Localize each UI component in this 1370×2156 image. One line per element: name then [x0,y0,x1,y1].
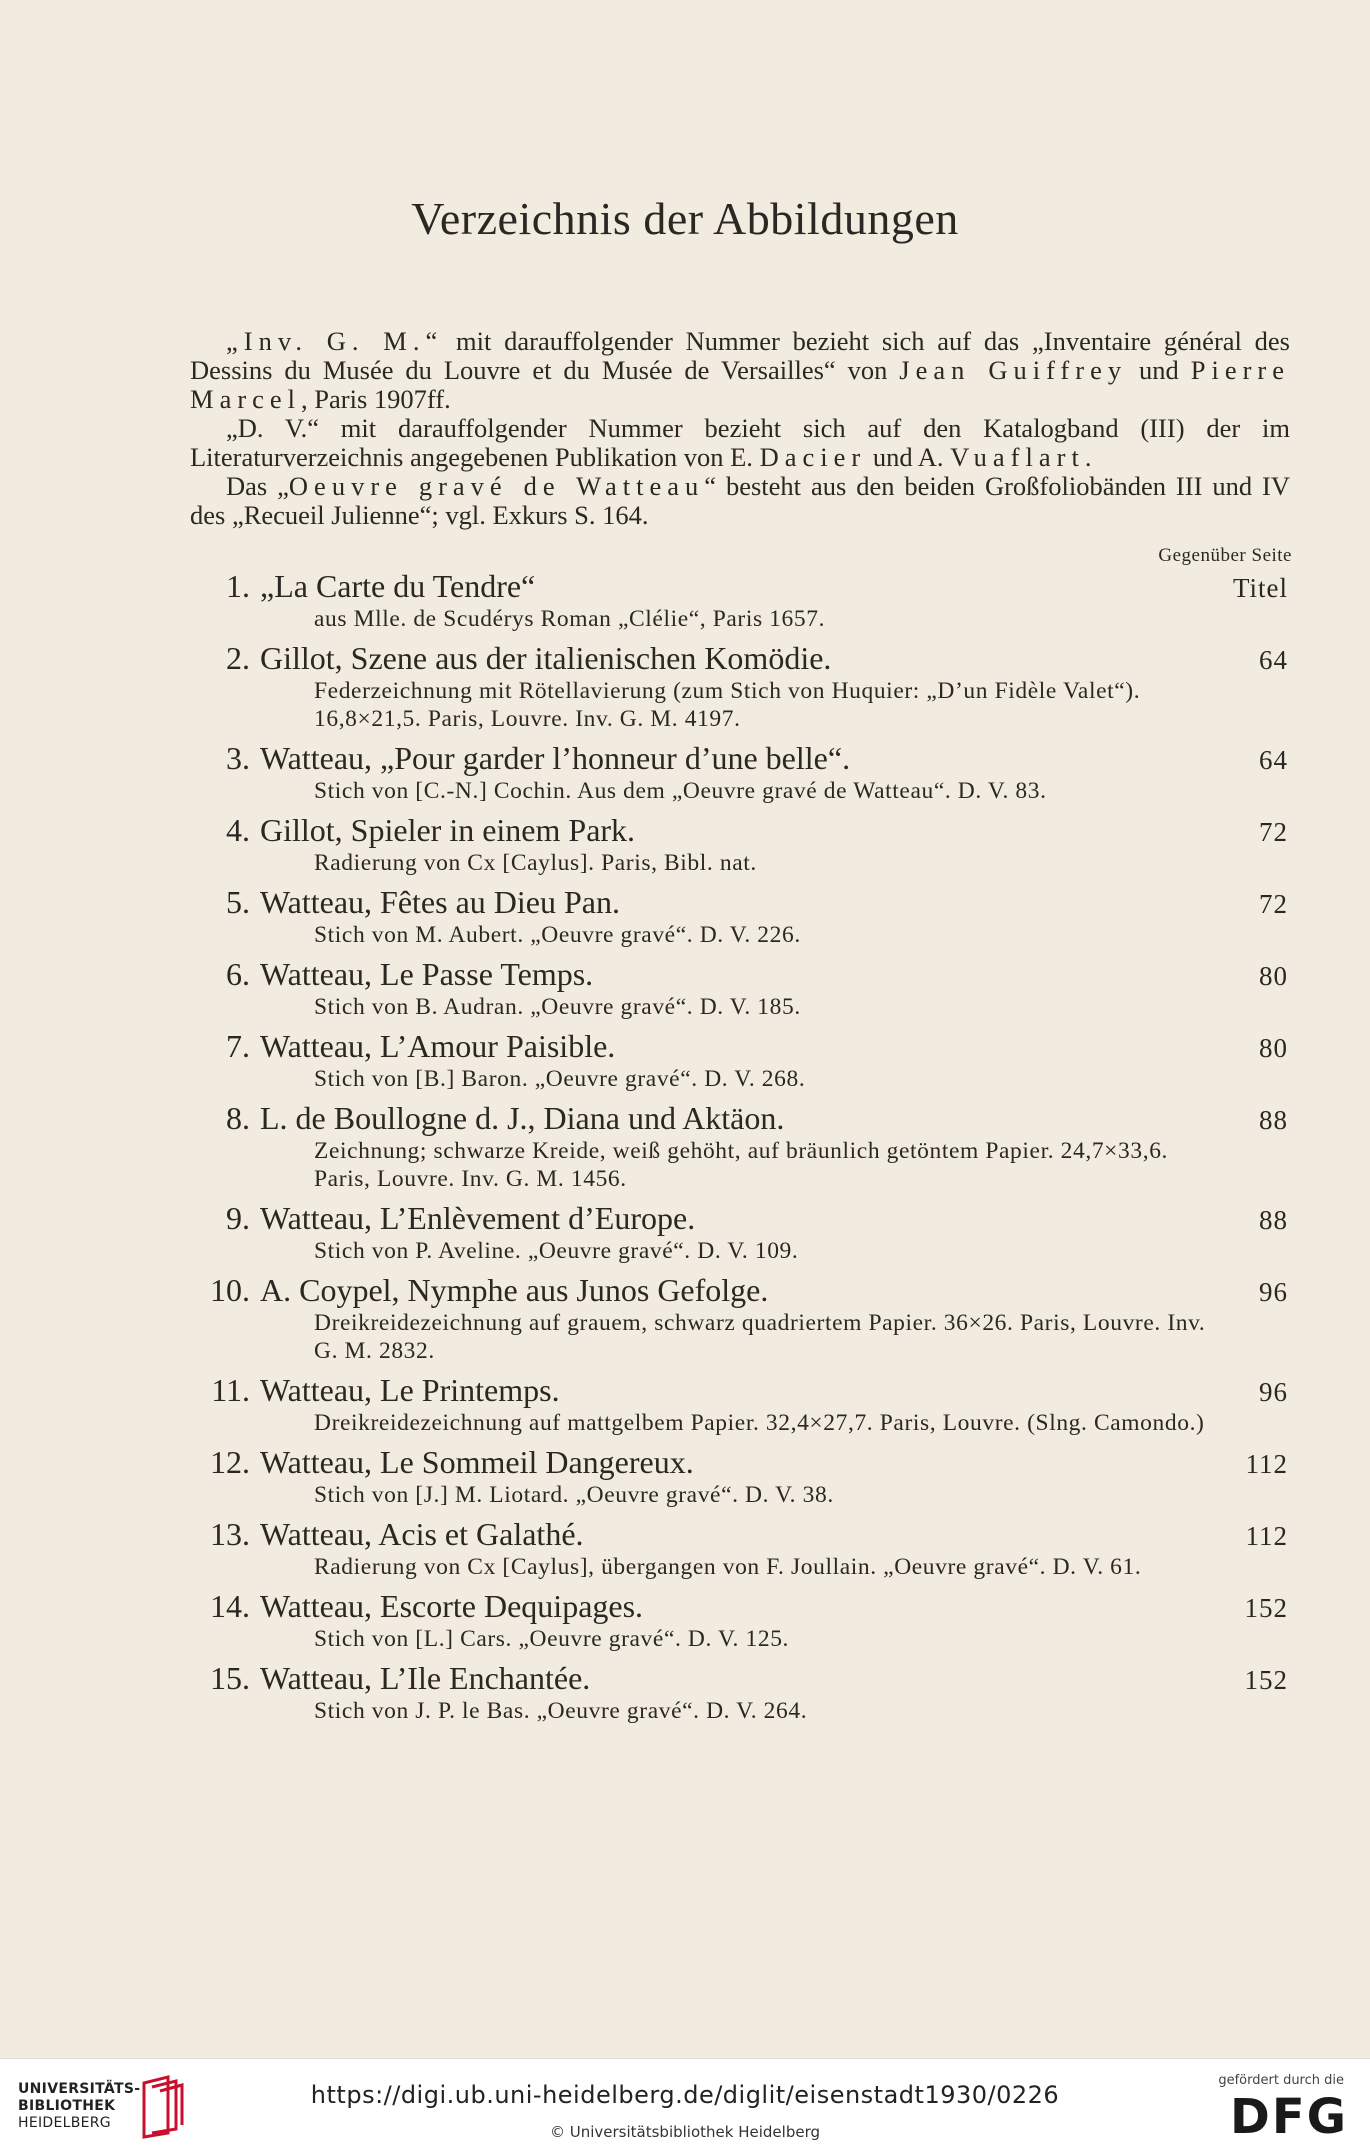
entry-title: Gillot, Szene aus der italienischen Komödie. [260,640,832,676]
entry-title: Watteau, „Pour garder l’honneur d’une belle“. [260,740,851,776]
list-item [190,1587,1290,1653]
entry-description: Stich von [C.-N.] Cochin. Aus dem „Oeuvre gravé de Watteau“. D. V. 83. [314,778,1047,804]
entry-number: 13. [210,1516,250,1552]
entry-page: 64 [1259,645,1288,675]
dfg-logo[interactable]: DFG [1229,2089,1348,2145]
entry-description: Radierung von Cx [Caylus], übergangen von F. Joullain. „Oeuvre gravé“. D. V. 61. [314,1554,1142,1580]
entry-title: Watteau, Le Printemps. [260,1372,560,1408]
entry-description: Radierung von Cx [Caylus]. Paris, Bibl. nat. [314,850,757,876]
entry-title: Watteau, Le Sommeil Dangereux. [260,1444,694,1480]
intro-text-span: „Inv. G. M.“ [226,326,444,356]
intro-text [190,327,1290,530]
author-name: Dacier [759,442,867,472]
list-item [190,567,1290,633]
column-header: Gegenüber Seite [1158,545,1292,566]
entry-page: 112 [1245,1521,1288,1551]
intro-text-span: „D. V.“ mit darauffolgender Nummer bezieht sich auf den Katalogband (III) der im Literaturverzeichnis angegebenen Publikation von E. [190,413,1290,472]
permalink-url[interactable]: https://digi.ub.uni-heidelberg.de/diglit/eisenstadt1930/0226 [310,2081,1060,2109]
intro-text-span: , Paris 1907ff. [301,384,451,414]
entry-page: 80 [1259,1033,1288,1063]
library-name-line: HEIDELBERG [18,2115,111,2131]
entry-number: 3. [226,740,250,776]
entry-number: 5. [226,884,250,920]
intro-text-span: und [1127,355,1191,385]
entry-page: 80 [1259,961,1288,991]
author-name: Pierre Marcel [190,355,1291,414]
entry-number: 1. [226,568,250,604]
entry-number: 14. [210,1588,250,1624]
illustration-list [190,567,1290,1731]
entry-title: Watteau, Fêtes au Dieu Pan. [260,884,620,920]
list-item [190,1271,1290,1365]
entry-description: Dreikreidezeichnung auf mattgelbem Papier. 32,4×27,7. Paris, Louvre. (Slng. Camondo.) [314,1410,1205,1436]
entry-number: 2. [226,640,250,676]
entry-page: 152 [1244,1593,1288,1623]
entry-number: 7. [226,1028,250,1064]
list-item [190,811,1290,877]
entry-description: Stich von [B.] Baron. „Oeuvre gravé“. D. V. 268. [314,1066,806,1092]
entry-page: 112 [1245,1449,1288,1479]
entry-page: 88 [1259,1205,1288,1235]
entry-title: Watteau, Acis et Galathé. [260,1516,584,1552]
entry-description: Stich von B. Audran. „Oeuvre gravé“. D. V. 185. [314,994,801,1020]
entry-description: Dreikreidezeichnung auf grauem, schwarz quadriertem Papier. 36×26. Paris, Louvre. Inv. G. M. 2832. [314,1310,1206,1364]
library-name-line: BIBLIOTHEK [18,2098,116,2114]
list-item [190,1099,1290,1193]
entry-page: 152 [1244,1665,1288,1695]
entry-description: Stich von P. Aveline. „Oeuvre gravé“. D. V. 109. [314,1238,799,1264]
entry-number: 6. [226,956,250,992]
entry-description: Zeichnung; schwarze Kreide, weiß gehöht, auf bräunlich getöntem Papier. 24,7×33,6. Paris, Louvre. Inv. G. M. 1456. [314,1138,1169,1192]
entry-description: Stich von [J.] M. Liotard. „Oeuvre gravé“. D. V. 38. [314,1482,834,1508]
intro-paragraph-1 [190,327,1290,414]
intro-text-span: . [1084,442,1092,472]
page-title: Verzeichnis der Abbildungen [411,193,959,244]
intro-paragraph-2 [190,414,1290,472]
work-title: Oeuvre gravé de Watteau [288,471,705,501]
entry-description: Stich von [L.] Cars. „Oeuvre gravé“. D. V. 125. [314,1626,790,1652]
list-item [190,739,1290,805]
intro-text-span: Das „ [226,471,289,501]
entry-number: 11. [211,1372,250,1408]
entry-description: Stich von M. Aubert. „Oeuvre gravé“. D. V. 226. [314,922,801,948]
entry-page: 64 [1259,745,1288,775]
intro-text-span: “ besteht aus den beiden Großfoliobänden III und IV des „Recueil Julienne“; vgl. Exkurs S. 164. [190,471,1290,530]
entry-number: 9. [226,1200,250,1236]
entry-page: 88 [1259,1105,1288,1135]
list-item [190,955,1290,1021]
entry-number: 8. [226,1100,250,1136]
intro-text-span: und A. [866,442,951,472]
entry-title: Watteau, L’Enlèvement d’Europe. [260,1200,696,1236]
library-name-line: UNIVERSITÄTS- [18,2081,141,2097]
entry-title: Gillot, Spieler in einem Park. [260,812,636,848]
list-item [190,1443,1290,1509]
entry-description: aus Mlle. de Scudérys Roman „Clélie“, Paris 1657. [314,606,826,632]
entry-page: 72 [1259,889,1288,919]
list-item [190,1199,1290,1265]
list-item [190,1027,1290,1093]
entry-number: 15. [210,1660,250,1696]
copyright-notice: © Universitätsbibliothek Heidelberg [549,2123,820,2141]
viewer-footer [0,2058,1370,2156]
intro-text-span: mit darauffolgender Nummer bezieht sich auf das „Inventaire général des Dessins du Musée du Louvre et du Musée de Versailles“ von [190,326,1290,385]
entry-title: Watteau, L’Amour Paisible. [260,1028,616,1064]
entry-description: Federzeichnung mit Rötellavierung (zum Stich von Huquier: „D’un Fidèle Valet“). 16,8×21,5. Paris, Louvre. Inv. G. M. 4197. [314,678,1141,732]
list-item [190,883,1290,949]
entry-page: Titel [1232,573,1288,603]
entry-title: A. Coypel, Nymphe aus Junos Gefolge. [260,1272,769,1308]
entry-title: „La Carte du Tendre“ [260,568,536,604]
entry-title: Watteau, Escorte Dequipages. [260,1588,644,1624]
author-name: Vuaflart [950,442,1085,472]
entry-title: L. de Boullogne d. J., Diana und Aktäon. [260,1100,785,1136]
entry-page: 96 [1259,1377,1288,1407]
list-item [190,1371,1290,1437]
funder-note: gefördert durch die [1218,2073,1344,2088]
entry-number: 10. [210,1272,250,1308]
entry-number: 4. [226,812,250,848]
entry-description: Stich von J. P. le Bas. „Oeuvre gravé“. D. V. 264. [314,1698,808,1724]
entry-number: 12. [210,1444,250,1480]
list-item [190,1659,1290,1725]
list-item [190,639,1290,733]
entry-page: 96 [1259,1277,1288,1307]
list-item [190,1515,1290,1581]
intro-paragraph-3 [190,472,1290,530]
author-name: Jean Guiffrey [899,355,1128,385]
entry-title: Watteau, Le Passe Temps. [260,956,594,992]
entry-page: 72 [1259,817,1288,847]
entry-title: Watteau, L’Ile Enchantée. [260,1660,591,1696]
